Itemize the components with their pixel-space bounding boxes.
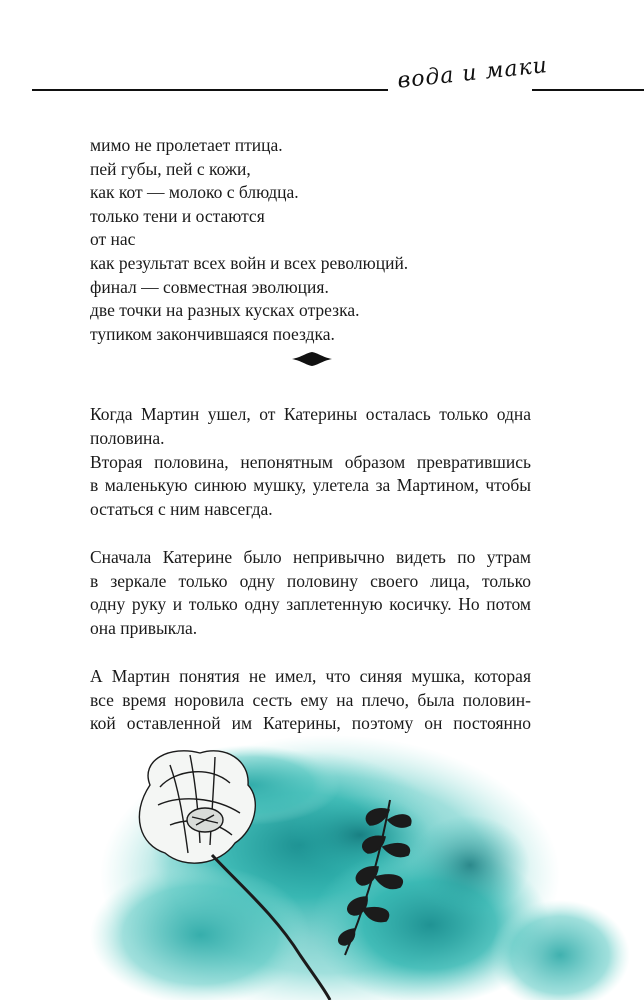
poem-line: мимо не пролетает птица. — [90, 135, 283, 155]
text-line: одну руку и только одну заплетенную косичку. Но потом — [90, 594, 531, 615]
text-line: Сначала Катерине было непривычно видеть по утрам — [90, 546, 531, 567]
text-line: Когда Мартин ушел, от Катерины осталась только одна — [90, 404, 531, 424]
text-line: половина. — [90, 427, 165, 448]
header-rule-right — [532, 89, 644, 91]
poem — [90, 134, 570, 346]
text-line: Вторая половина, непонятным образом превратившись — [90, 451, 531, 472]
text-line: в зеркале только одну половину своего лица, только — [90, 570, 531, 591]
paragraph — [90, 546, 531, 641]
text-line: все время норовила сесть ему на плечо, была половин- — [90, 689, 531, 710]
text-line: остаться с ним навсегда. — [90, 499, 273, 520]
poem-line: только тени и остаются — [90, 205, 265, 226]
text-line: А Мартин понятия не имел, что синяя мушка, которая — [90, 665, 531, 686]
poem-line: две точки на разных кусках отрезка. — [90, 300, 360, 321]
text-line: кой оставленной им Катерины, поэтому он постоянно — [90, 713, 531, 734]
header-rule-left — [32, 89, 388, 91]
prose-body — [90, 403, 531, 760]
poem-line: тупиком закончившаяся поездка. — [90, 323, 335, 344]
poem-line: финал — совместная эволюция. — [90, 276, 329, 297]
running-title: вода и маки — [396, 53, 549, 94]
poem-line: как результат всех войн и всех революций. — [90, 252, 409, 273]
poppy-flower-illustration — [0, 725, 644, 1000]
poem-line: как кот — молоко с блюдца. — [90, 182, 299, 203]
diamond-divider-icon — [292, 352, 332, 366]
text-line: в маленькую синюю мушку, улетела за Мартином, чтобы — [90, 475, 531, 496]
paragraph — [90, 403, 531, 522]
poem-line: от нас — [90, 229, 136, 250]
text-line: она привыкла. — [90, 618, 198, 639]
poem-line: пей губы, пей с кожи, — [90, 158, 251, 179]
